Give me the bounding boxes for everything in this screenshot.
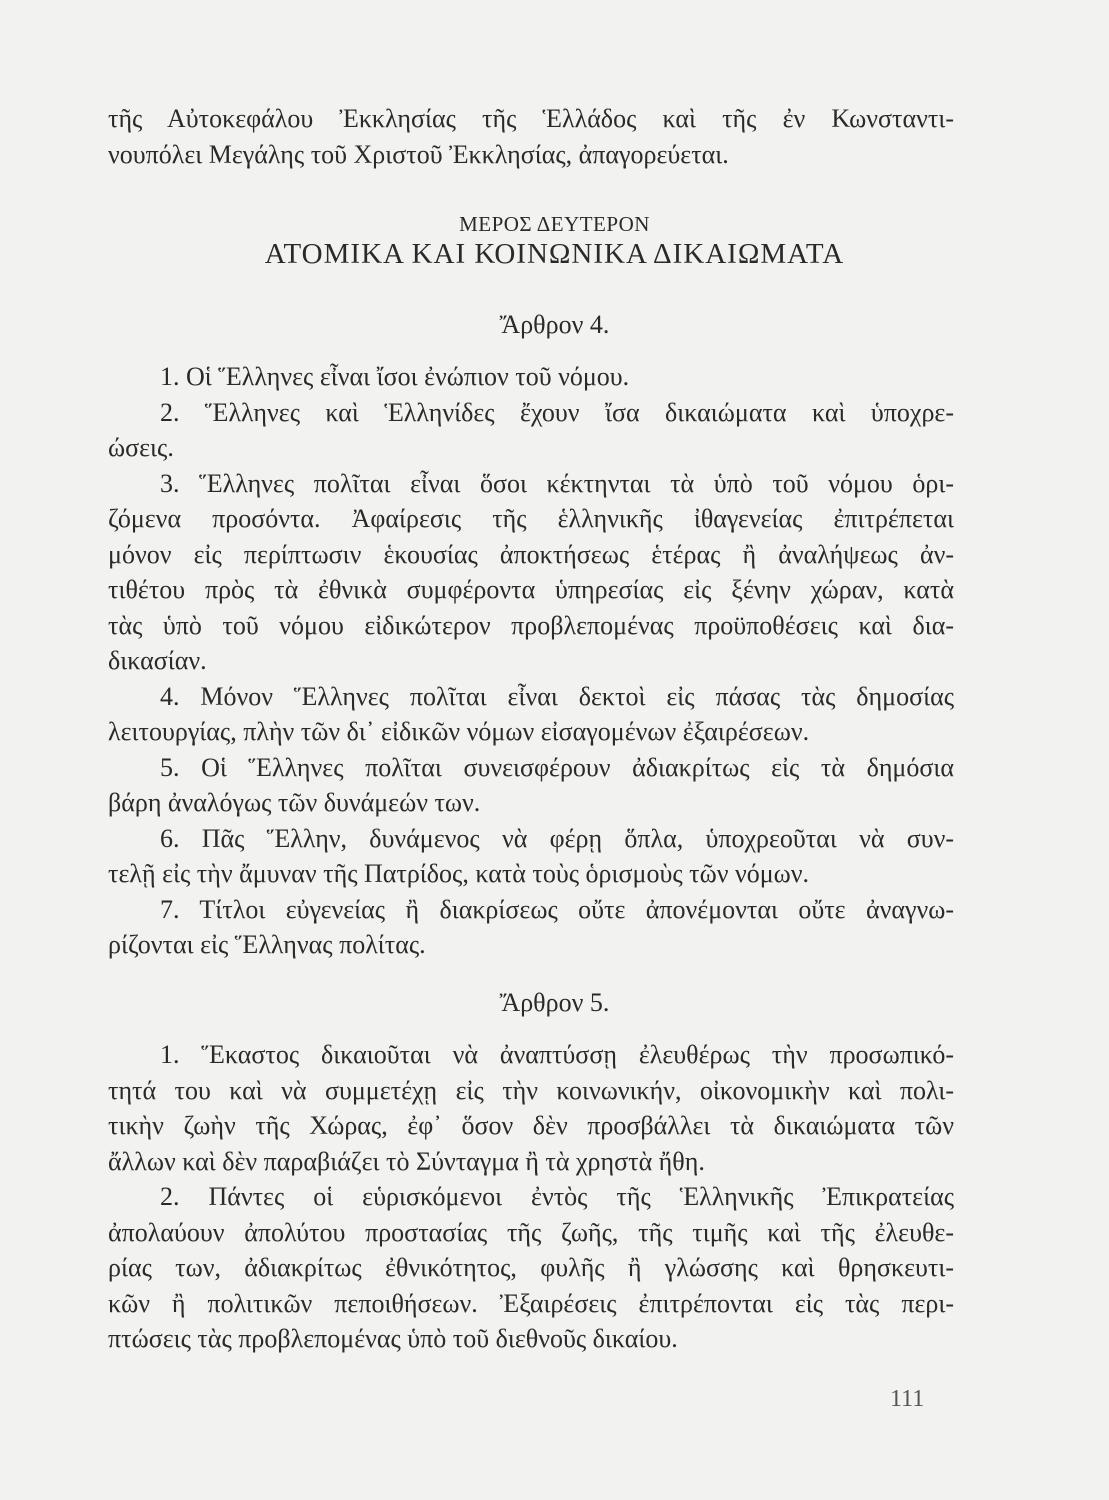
text-line: τὰς ὑπὸ τοῦ νόμου εἰδικώτερον προβλεπομένας προϋποθέσεις καὶ δια- bbox=[108, 610, 954, 640]
text-line: τῆς Αὐτοκεφάλου Ἐκκλησίας τῆς Ἑλλάδος καὶ τῆς ἐν Κωνσταντι- bbox=[108, 104, 954, 133]
article-4-body bbox=[108, 359, 954, 963]
text-line: 5. Οἱ Ἕλληνες πολῖται συνεισφέρουν ἀδιακρίτως εἰς τὰ δημόσια bbox=[160, 752, 954, 782]
text-line: τελῇ εἰς τὴν ἄμυναν τῆς Πατρίδος, κατὰ τοὺς ὁρισμοὺς τῶν νόμων. bbox=[108, 859, 810, 888]
text-line: τητά του καὶ νὰ συμμετέχῃ εἰς τὴν κοινωνικήν, οἰκονομικὴν καὶ πολι- bbox=[108, 1075, 954, 1105]
article-5-body bbox=[108, 1037, 954, 1357]
text-line: ἀπολαύουν ἀπολύτου προστασίας τῆς ζωῆς, τῆς τιμῆς καὶ τῆς ἐλευθε- bbox=[108, 1217, 954, 1247]
intro-paragraph bbox=[108, 101, 954, 172]
text-line: 4. Μόνον Ἕλληνες πολῖται εἶναι δεκτοὶ εἰς πάσας τὰς δημοσίας bbox=[160, 681, 954, 711]
text-line: ἄλλων καὶ δὲν παραβιάζει τὸ Σύνταγμα ἢ τὰ χρηστὰ ἤθη. bbox=[108, 1146, 705, 1176]
text-line: ώσεις. bbox=[108, 433, 174, 462]
text-line: βάρη ἀναλόγως τῶν δυνάμεών των. bbox=[108, 788, 481, 817]
text-line: πτώσεις τὰς προβλεπομένας ὑπὸ τοῦ διεθνοῦς δικαίου. bbox=[108, 1324, 678, 1353]
page-number: 111 bbox=[890, 1386, 925, 1412]
text-line: 6. Πᾶς Ἕλλην, δυνάμενος νὰ φέρῃ ὅπλα, ὑποχρεοῦται νὰ συν- bbox=[160, 823, 954, 853]
text-line: 2. Ἕλληνες καὶ Ἑλληνίδες ἔχουν ἴσα δικαιώματα καὶ ὑποχρε- bbox=[160, 397, 954, 427]
text-line: τικὴν ζωὴν τῆς Χώρας, ἐφ᾽ ὅσον δὲν προσβάλλει τὰ δικαιώματα τῶν bbox=[108, 1111, 954, 1140]
article-4-heading: Ἄρθρον 4. bbox=[499, 310, 610, 339]
text-line: νουπόλει Μεγάλης τοῦ Χριστοῦ Ἐκκλησίας, ἀπαγορεύεται. bbox=[108, 139, 729, 169]
text-line: 1. Ἕκαστος δικαιοῦται νὰ ἀναπτύσσῃ ἐλευθέρως τὴν προσωπικό- bbox=[160, 1040, 954, 1069]
text-line: κῶν ἢ πολιτικῶν πεποιθήσεων. Ἐξαιρέσεις ἐπιτρέπονται εἰς τὰς περι- bbox=[108, 1288, 954, 1318]
article-5-heading: Ἄρθρον 5. bbox=[499, 988, 610, 1017]
text-line: ζόμενα προσόντα. Ἀφαίρεσις τῆς ἑλληνικῆς ἰθαγενείας ἐπιτρέπεται bbox=[108, 504, 954, 533]
text-line: 1. Οἱ Ἕλληνες εἶναι ἴσοι ἐνώπιον τοῦ νόμου. bbox=[160, 362, 630, 391]
part-label: ΜΕΡΟΣ ΔΕΥΤΕΡΟΝ bbox=[459, 212, 650, 236]
text-line: 3. Ἕλληνες πολῖται εἶναι ὅσοι κέκτηνται τὰ ὑπὸ τοῦ νόμου ὁρι- bbox=[160, 468, 954, 498]
text-line: ρίας των, ἀδιακρίτως ἐθνικότητος, φυλῆς ἢ γλώσσης καὶ θρησκευτι- bbox=[108, 1253, 954, 1282]
text-line: δικασίαν. bbox=[108, 646, 207, 675]
part-title: ΑΤΟΜΙΚΑ ΚΑΙ ΚΟΙΝΩΝΙΚΑ ΔΙΚΑΙΩΜΑΤΑ bbox=[264, 238, 845, 270]
text-line: λειτουργίας, πλὴν τῶν δι᾽ εἰδικῶν νόμων εἰσαγομένων ἐξαιρέσεων. bbox=[108, 717, 810, 746]
text-line: ρίζονται εἰς Ἕλληνας πολίτας. bbox=[108, 930, 426, 959]
text-line: 2. Πάντες οἱ εὑρισκόμενοι ἐντὸς τῆς Ἑλληνικῆς Ἐπικρατείας bbox=[160, 1182, 954, 1211]
text-line: τιθέτου πρὸς τὰ ἐθνικὰ συμφέροντα ὑπηρεσίας εἰς ξένην χώραν, κατὰ bbox=[108, 575, 954, 604]
text-line: μόνον εἰς περίπτωσιν ἑκουσίας ἀποκτήσεως ἑτέρας ἢ ἀναλήψεως ἀν- bbox=[108, 539, 954, 569]
text-line: 7. Τίτλοι εὐγενείας ἢ διακρίσεως οὔτε ἀπονέμονται οὔτε ἀναγνω- bbox=[160, 894, 954, 924]
